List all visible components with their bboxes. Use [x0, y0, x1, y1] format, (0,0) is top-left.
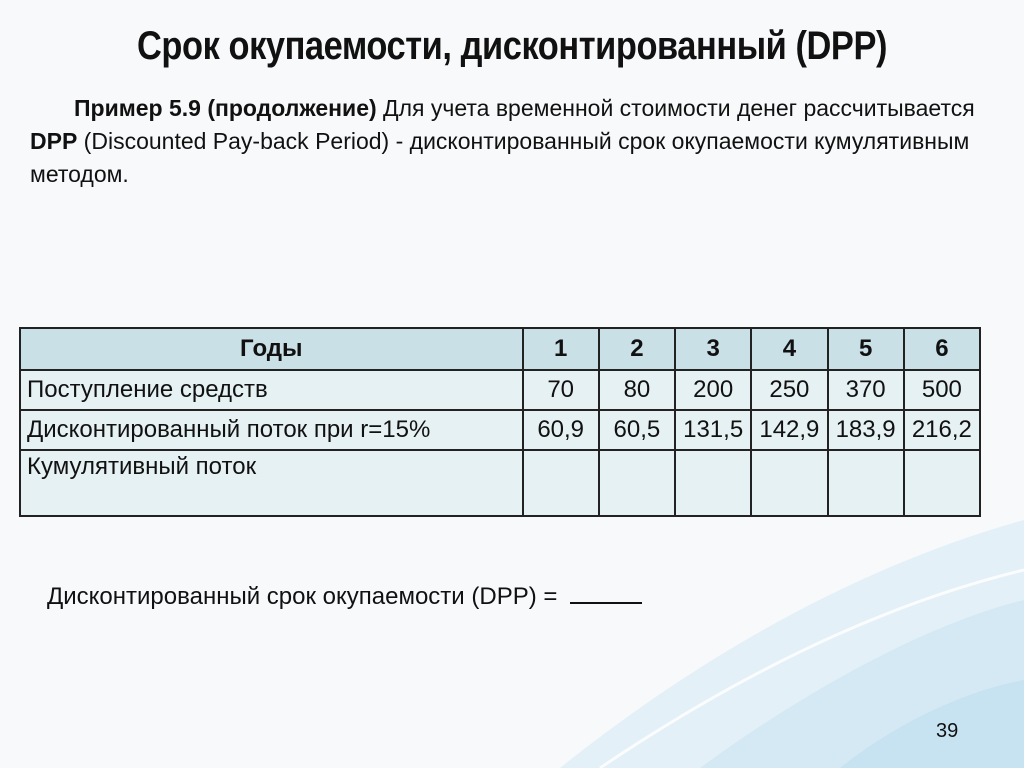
header-year: 1	[523, 328, 599, 370]
slide-title: Срок окупаемости, дисконтированный (DPP)	[136, 24, 887, 68]
table-cell: 216,2	[904, 410, 980, 450]
answer-blank	[570, 580, 642, 604]
row-label: Поступление средств	[20, 370, 523, 410]
table-row	[20, 450, 980, 516]
table-cell: 80	[599, 370, 675, 410]
cash-flow-table	[19, 327, 981, 517]
table-cell-empty	[751, 450, 827, 516]
table-cell: 131,5	[675, 410, 751, 450]
dpp-result-label: Дисконтированный срок окупаемости (DPP) =	[47, 583, 565, 610]
table-cell: 70	[523, 370, 599, 410]
table-cell: 250	[751, 370, 827, 410]
row-label: Дисконтированный поток при r=15%	[20, 410, 523, 450]
table-cell: 500	[904, 370, 980, 410]
page-number: 39	[936, 720, 959, 742]
intro-text-2: (Discounted Pay-back Period) - дисконтированный срок окупаемости кумулятивным методом.	[30, 128, 970, 187]
header-year: 4	[751, 328, 827, 370]
table-row	[20, 370, 980, 410]
table-cell: 370	[828, 370, 904, 410]
header-year: 6	[904, 328, 980, 370]
table-cell-empty	[599, 450, 675, 516]
table-cell: 200	[675, 370, 751, 410]
table-row	[20, 410, 980, 450]
table-cell-empty	[675, 450, 751, 516]
table-header-row	[20, 328, 980, 370]
table-cell-empty	[828, 450, 904, 516]
intro-paragraph	[30, 92, 990, 191]
table-cell: 60,5	[599, 410, 675, 450]
dpp-result-line	[47, 580, 642, 611]
example-label: Пример 5.9 (продолжение)	[74, 95, 377, 121]
table-cell-empty	[523, 450, 599, 516]
table-cell: 183,9	[828, 410, 904, 450]
dpp-abbrev: DPP	[30, 128, 78, 154]
table-cell: 60,9	[523, 410, 599, 450]
intro-text-1: Для учета временной стоимости денег рассчитывается	[376, 95, 975, 121]
header-year: 3	[675, 328, 751, 370]
header-year: 5	[828, 328, 904, 370]
table-cell-empty	[904, 450, 980, 516]
header-years: Годы	[20, 328, 523, 370]
row-label: Кумулятивный поток	[20, 450, 523, 516]
table-cell: 142,9	[751, 410, 827, 450]
header-year: 2	[599, 328, 675, 370]
